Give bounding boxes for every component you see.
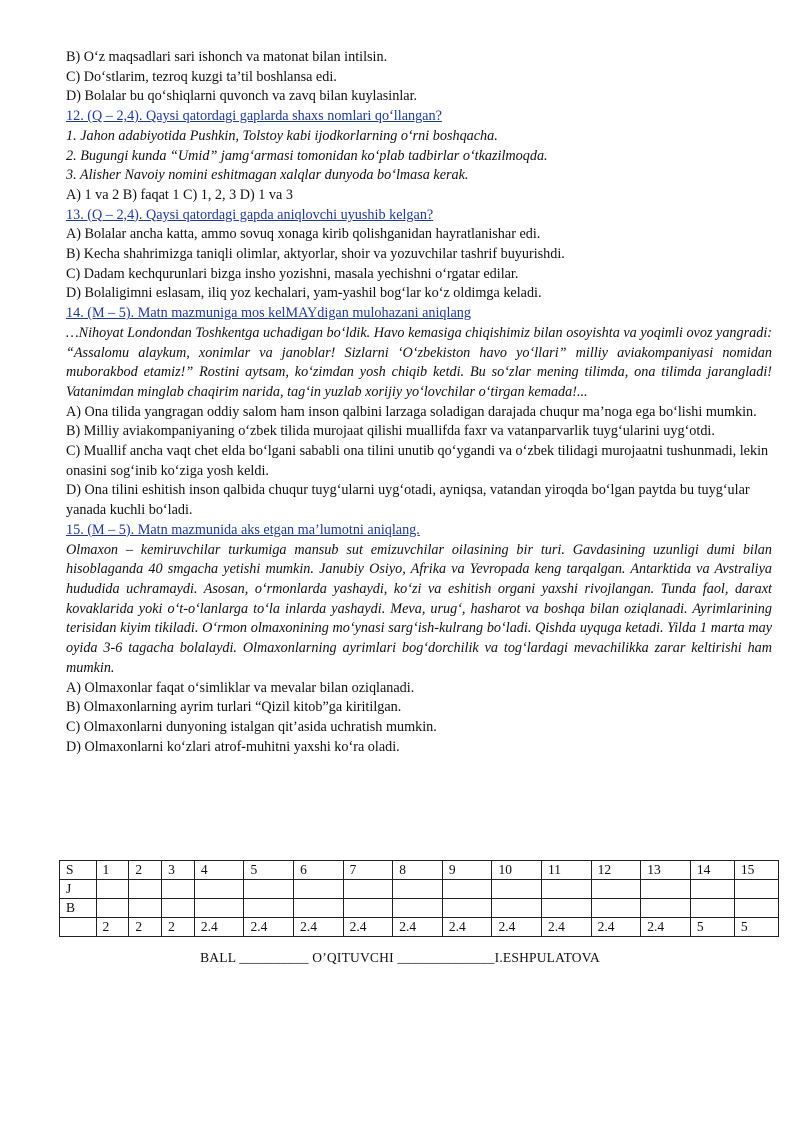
- answer-table-cell: [294, 880, 344, 899]
- answer-table-cell: 2: [129, 918, 162, 937]
- option-line: D) Bolalar bu qo‘shiqlarni quvonch va zavq bilan kuylasinlar.: [66, 88, 418, 105]
- answer-table-cell: 2.4: [393, 918, 443, 937]
- option-line: B) O‘z maqsadlari sari ishonch va matonat bilan intilsin.: [66, 49, 388, 65]
- answer-table-cell: 8: [393, 861, 443, 880]
- question-12-options: A) 1 va 2 B) faqat 1 C) 1, 2, 3 D) 1 va 3: [66, 186, 293, 203]
- answer-table-cell: [96, 880, 129, 899]
- answer-table-cell: [734, 899, 778, 918]
- answer-table-cell: 6: [294, 861, 344, 880]
- question-13-option: D) Bolaligimni eslasam, iliq yoz kechalari, yam-yashil bog‘lar ko‘z oldimga keladi.: [66, 285, 542, 302]
- answer-table-cell: [492, 899, 542, 918]
- answer-table-cell: [591, 880, 641, 899]
- answer-table-cell: 5: [734, 918, 778, 937]
- answer-table-cell: 14: [690, 861, 734, 880]
- answer-table-cell: 4: [194, 861, 244, 880]
- answer-table-cell: [162, 880, 195, 899]
- answer-table-cell: [442, 899, 492, 918]
- answer-table-cell: [542, 899, 592, 918]
- question-15-option: A) Olmaxonlar faqat o‘simliklar va mevalar bilan oziqlanadi.: [66, 679, 415, 696]
- answer-table-cell: [129, 899, 162, 918]
- question-15-passage: Olmaxon – kemiruvchilar turkumiga mansub sut emizuvchilar oilasining bir turi. Gavdasining uzunligi dumi bilan hisoblaganda 40 smgacha yetishi mumkin. Janubiy Osiyo, Afrika va Yevropada keng tarqalgan. Antarktida va Avstraliya hududida uchramaydi. Asosan, o‘rmonlarda yashaydi, ko‘zi va eshitish organi yaxshi rivojlangan. Tunda faol, daraxt kovaklarida yoki o‘t-o‘lanlarga to‘la inlarda yashaydi. Meva, urug‘, hasharot va boshqa bilan oziqlanadi. Ayrimlarining terisidan kiyim tikiladi. O‘rmon olmaxonining mo‘ynasi sarg‘ish-kulrang bo‘ladi. Qishda uyquga ketadi. Yilda 1 marta may oyida 3-6 tagacha bolalaydi. Olmaxonlarning ayrimlari bog‘dorchilik va tog‘lardagi mevachilikka zarar keltirishi ham mumkin.: [66, 541, 772, 676]
- answer-table-cell: 9: [442, 861, 492, 880]
- answer-table-cell: [641, 899, 691, 918]
- question-14-option: A) Ona tilida yangragan oddiy salom ham inson qalbini larzaga soladigan darajada chuqur ma’noga ega bo‘lishi mumkin.: [66, 403, 757, 420]
- question-13-option: C) Dadam kechqurunlari bizga insho yozishni, masala yechishni o‘rgatar edilar.: [66, 265, 519, 282]
- answer-table-cell: 2.4: [294, 918, 344, 937]
- answer-table-cell: [129, 880, 162, 899]
- answer-table-cell: [393, 899, 443, 918]
- answer-table-cell: [734, 880, 778, 899]
- answer-table-cell: [96, 899, 129, 918]
- answer-table-cell: 12: [591, 861, 641, 880]
- answer-table-cell: [641, 880, 691, 899]
- answer-table-row: [60, 861, 779, 880]
- question-15-option: D) Olmaxonlarni ko‘zlari atrof-muhitni yaxshi ko‘ra oladi.: [66, 738, 400, 755]
- answer-table-cell: 3: [162, 861, 195, 880]
- question-12-item: 2. Bugungi kunda “Umid” jamg‘armasi tomonidan ko‘plab tadbirlar o‘tkazilmoqda.: [66, 147, 548, 164]
- answer-table-cell: 2.4: [641, 918, 691, 937]
- answer-table: [59, 860, 779, 937]
- answer-table-cell: 1: [96, 861, 129, 880]
- question-15-option: B) Olmaxonlarning ayrim turlari “Qizil kitob”ga kiritilgan.: [66, 699, 402, 716]
- answer-table-cell: 13: [641, 861, 691, 880]
- answer-table-cell: [542, 880, 592, 899]
- answer-table-row: [60, 880, 779, 899]
- worksheet-page: [66, 48, 772, 757]
- answer-table-cell: [442, 880, 492, 899]
- question-13-option: A) Bolalar ancha katta, ammo sovuq xonaga kirib qolishganidan hayratlanishar edi.: [66, 226, 541, 243]
- answer-table-cell: B: [60, 899, 97, 918]
- answer-table-cell: [393, 880, 443, 899]
- question-14-passage: …Nihoyat Londondan Toshkentga uchadigan bo‘ldik. Havo kemasiga chiqishimiz bilan osoyishta va yoqimli ovoz yangradi: “Assalomu alaykum, xonimlar va janoblar! Sizlarni ‘O‘zbekiston havo yo‘llari” milliy aviakompaniyasi nomidan muborakbod etamiz!” Rostini aytsam, ko‘zimdan yosh chiqib ketdi. Bu so‘zlar mening tilimda, ona tilimda jarangladi! Vatanimdan minglab chaqirim narida, tag‘in yuzlab xorijiy yo‘lovchilar o‘tirgan kemada!...: [66, 324, 772, 400]
- answer-table-cell: 11: [542, 861, 592, 880]
- answer-table-cell: [60, 918, 97, 937]
- answer-table-cell: [690, 899, 734, 918]
- answer-table-cell: [492, 880, 542, 899]
- question-12-item: 3. Alisher Navoiy nomini eshitmagan xalqlar dunyoda bo‘lmasa kerak.: [66, 167, 469, 184]
- answer-table-cell: 2.4: [194, 918, 244, 937]
- answer-table-cell: 2.4: [591, 918, 641, 937]
- answer-table-cell: 2.4: [542, 918, 592, 937]
- answer-table-cell: [591, 899, 641, 918]
- question-13-option: B) Kecha shahrimizga taniqli olimlar, aktyorlar, shoir va yozuvchilar tashrif buyurishdi.: [66, 246, 565, 263]
- question-14-option: C) Muallif ancha vaqt chet elda bo‘lgani sababli ona tilini unutib qo‘ygandi va o‘zbek tilidagi murojaatni tushunmadi, lekin onasini sog‘inib ko‘ziga yosh keldi.: [66, 443, 769, 479]
- answer-table-cell: 15: [734, 861, 778, 880]
- answer-table-cell: [244, 880, 294, 899]
- answer-table-cell: [690, 880, 734, 899]
- question-13-title: 13. (Q – 2,4). Qaysi qatordagi gapda aniqlovchi uyushib kelgan?: [66, 206, 434, 223]
- question-14-option: D) Ona tilini eshitish inson qalbida chuqur tuyg‘ularni uyg‘otadi, ayniqsa, vatandan yiroqda bo‘lgan paytda bu tuyg‘ular yanada kuchli bo‘ladi.: [66, 482, 750, 519]
- answer-table-cell: 2: [96, 918, 129, 937]
- answer-table-cell: [294, 899, 344, 918]
- option-line: C) Do‘stlarim, tezroq kuzgi ta’til boshlansa edi.: [66, 68, 337, 85]
- answer-table-cell: 2: [162, 918, 195, 937]
- question-12-item: 1. Jahon adabiyotida Pushkin, Tolstoy kabi ijodkorlarning o‘rni boshqacha.: [66, 127, 498, 144]
- answer-table-cell: J: [60, 880, 97, 899]
- answer-table-cell: 2.4: [244, 918, 294, 937]
- answer-table-cell: [194, 880, 244, 899]
- answer-table-row: [60, 899, 779, 918]
- answer-table-row: [60, 918, 779, 937]
- answer-table-cell: 10: [492, 861, 542, 880]
- answer-table-cell: 2.4: [442, 918, 492, 937]
- answer-table-cell: [343, 899, 393, 918]
- question-12-title: 12. (Q – 2,4). Qaysi qatordagi gaplarda shaxs nomlari qo‘llangan?: [66, 108, 442, 125]
- answer-table-cell: [343, 880, 393, 899]
- answer-table-cell: [162, 899, 195, 918]
- question-15-option: C) Olmaxonlarni dunyoning istalgan qit’asida uchratish mumkin.: [66, 718, 437, 735]
- answer-table-cell: 5: [690, 918, 734, 937]
- signature-footer: BALL __________ O’QITUVCHI ______________I.ESHPULATOVA: [200, 950, 600, 965]
- answer-table-cell: 2: [129, 861, 162, 880]
- question-15-title: 15. (M – 5). Matn mazmunida aks etgan ma’lumotni aniqlang.: [66, 521, 420, 538]
- question-14-option: B) Milliy aviakompaniyaning o‘zbek tilida murojaat qilishi muallifda faxr va vatanparvarlik tuyg‘ularini uyg‘otdi.: [66, 423, 715, 440]
- answer-table-cell: [194, 899, 244, 918]
- answer-table-cell: 7: [343, 861, 393, 880]
- answer-table-cell: 5: [244, 861, 294, 880]
- answer-table-cell: S: [60, 861, 97, 880]
- answer-table-cell: 2.4: [343, 918, 393, 937]
- answer-table-cell: 2.4: [492, 918, 542, 937]
- question-14-title: 14. (M – 5). Matn mazmuniga mos kelMAYdigan mulohazani aniqlang: [66, 305, 471, 322]
- answer-table-cell: [244, 899, 294, 918]
